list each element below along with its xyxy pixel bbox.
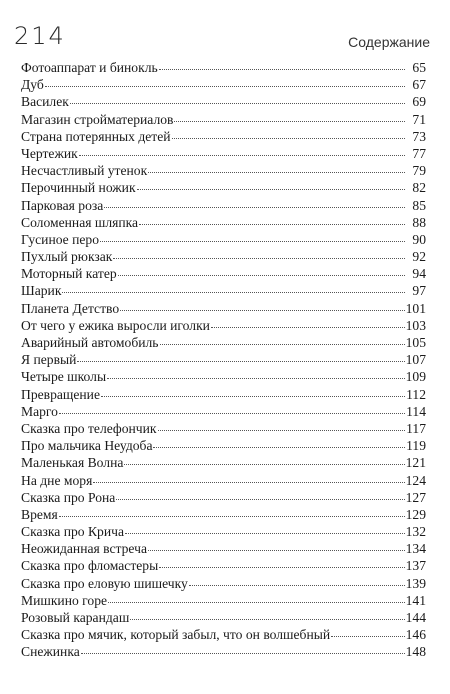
toc-entry-page: 105 <box>405 335 426 350</box>
toc-entry-title: Время <box>21 506 58 522</box>
toc-entry-page: 146 <box>405 627 426 643</box>
toc-entry-title: Сказка про еловую шишечку <box>21 575 188 591</box>
toc-entry-page: 82 <box>412 180 426 196</box>
toc-entry-title: Сказка про мячик, который забыл, что он волшебный <box>21 627 331 643</box>
toc-entry-page: 137 <box>405 558 426 574</box>
toc-entry-title: От чего у ежика выросли иголки <box>21 317 210 333</box>
dot-leader <box>148 550 405 551</box>
page-header <box>0 0 450 60</box>
toc-entry <box>21 575 426 592</box>
toc-entry-page: 121 <box>405 455 426 471</box>
dot-leader <box>59 413 405 414</box>
dot-leader <box>189 585 405 586</box>
toc-entry-page: 77 <box>412 145 426 161</box>
toc-entry <box>21 643 426 660</box>
dot-leader <box>153 447 405 448</box>
toc-entry <box>21 128 426 145</box>
toc-entry-title: Розовый карандаш <box>21 610 130 625</box>
dot-leader <box>70 103 405 104</box>
toc-entry-title: Сказка про телефончик <box>21 420 157 436</box>
dot-leader <box>331 636 404 637</box>
dot-leader <box>125 533 405 534</box>
toc-entry <box>21 454 426 471</box>
toc-entry <box>21 334 426 351</box>
toc-entry <box>21 111 426 128</box>
toc-entry-page: 144 <box>405 610 426 625</box>
dot-leader <box>148 172 405 173</box>
toc-entry-title: Шарик <box>21 283 62 299</box>
toc-entry-page: 97 <box>412 283 426 299</box>
toc-entry-page: 112 <box>406 386 426 402</box>
dot-leader <box>211 327 405 328</box>
toc-entry <box>21 300 426 317</box>
toc-entry-title: Парковая роза <box>21 197 104 213</box>
toc-entry-title: Превращение <box>21 386 100 402</box>
dot-leader <box>59 516 405 517</box>
toc-entry-page: 107 <box>405 352 426 368</box>
toc-entry <box>21 609 426 626</box>
toc-entry <box>21 59 426 76</box>
toc-entry <box>21 282 426 299</box>
dot-leader <box>124 464 404 465</box>
toc-entry-page: 134 <box>405 541 426 557</box>
dot-leader <box>79 155 405 156</box>
toc-entry <box>21 626 426 643</box>
toc-entry-page: 67 <box>412 77 426 93</box>
dot-leader <box>62 292 405 293</box>
dot-leader <box>81 653 405 654</box>
dot-leader <box>77 361 404 362</box>
dot-leader <box>137 189 405 190</box>
dot-leader <box>120 310 404 311</box>
toc-entry-title: Про мальчика Неудоба <box>21 438 153 454</box>
toc-entry-title: Я первый <box>21 352 77 368</box>
toc-entry-title: Фотоаппарат и бинокль <box>21 60 158 75</box>
toc-entry-page: 117 <box>406 420 426 436</box>
toc-entry-title: Дуб <box>21 77 44 93</box>
page-number: 214 <box>14 22 66 50</box>
dot-leader <box>158 430 405 431</box>
toc-entry-page: 148 <box>405 644 426 660</box>
toc-entry-title: Четыре школы <box>21 369 107 385</box>
toc-entry-title: Снежинка <box>21 644 80 660</box>
toc-entry-page: 109 <box>405 369 426 385</box>
toc-entry <box>21 592 426 609</box>
toc-entry-page: 103 <box>405 317 426 333</box>
toc-entry-page: 92 <box>412 249 426 265</box>
dot-leader <box>159 567 404 568</box>
toc-entry-title: Соломенная шляпка <box>21 214 139 230</box>
toc-entry-title: Перочинный ножик <box>21 180 136 196</box>
dot-leader <box>172 138 405 139</box>
toc-entry-page: 114 <box>406 403 426 419</box>
toc-entry <box>21 437 426 454</box>
toc-entry-title: Неожиданная встреча <box>21 541 148 557</box>
toc-entry <box>21 162 426 179</box>
dot-leader <box>116 499 404 500</box>
toc-entry-page: 71 <box>412 111 426 127</box>
toc-entry <box>21 231 426 248</box>
toc-entry <box>21 420 426 437</box>
toc-entry-page: 65 <box>412 60 426 75</box>
toc-entry-title: На дне моря <box>21 472 93 488</box>
toc-entry <box>21 489 426 506</box>
toc-entry-title: Сказка про фломастеры <box>21 558 159 574</box>
toc-entry-page: 73 <box>412 128 426 144</box>
dot-leader <box>113 258 405 259</box>
toc-entry <box>21 540 426 557</box>
toc-entry-title: Гусиное перо <box>21 231 100 247</box>
toc-entry-title: Чертежик <box>21 145 78 161</box>
toc-entry-page: 119 <box>406 438 426 454</box>
toc-entry-title: Моторный катер <box>21 266 117 282</box>
dot-leader <box>100 241 405 242</box>
dot-leader <box>174 121 405 122</box>
toc-entry <box>21 93 426 110</box>
dot-leader <box>160 344 405 345</box>
toc-entry <box>21 145 426 162</box>
toc-entry-title: Магазин стройматериалов <box>21 111 174 127</box>
toc-entry-title: Василек <box>21 94 69 110</box>
toc-entry <box>21 386 426 403</box>
toc-entry-page: 88 <box>412 214 426 230</box>
toc-entry-title: Пухлый рюкзак <box>21 249 113 265</box>
toc-entry <box>21 76 426 93</box>
toc-entry-page: 129 <box>405 506 426 522</box>
dot-leader <box>93 482 404 483</box>
dot-leader <box>101 396 405 397</box>
toc-entry-title: Страна потерянных детей <box>21 128 171 144</box>
dot-leader <box>104 207 405 208</box>
toc-entry <box>21 368 426 385</box>
toc-entry-page: 124 <box>405 472 426 488</box>
toc-entry <box>21 265 426 282</box>
toc-entry <box>21 317 426 334</box>
dot-leader <box>118 275 405 276</box>
toc-entry-page: 101 <box>405 300 426 316</box>
toc-entry-page: 79 <box>412 163 426 179</box>
toc-entry-page: 85 <box>412 197 426 213</box>
toc-entry-title: Планета Детство <box>21 300 120 316</box>
toc-entry-page: 90 <box>412 231 426 247</box>
toc-entry-page: 69 <box>412 94 426 110</box>
toc-entry <box>21 248 426 265</box>
toc-entry-title: Аварийный автомобиль <box>21 335 159 350</box>
dot-leader <box>108 602 405 603</box>
toc-entry-page: 94 <box>412 266 426 282</box>
toc-entry-title: Сказка про Крича <box>21 524 124 540</box>
dot-leader <box>45 86 405 87</box>
toc-entry-title: Мишкино горе <box>21 592 108 608</box>
table-of-contents <box>21 59 426 661</box>
toc-entry-title: Несчастливый утенок <box>21 163 148 179</box>
dot-leader <box>139 224 405 225</box>
dot-leader <box>130 619 404 620</box>
toc-entry <box>21 523 426 540</box>
dot-leader <box>107 378 405 379</box>
toc-entry <box>21 472 426 489</box>
toc-entry <box>21 557 426 574</box>
toc-entry-title: Марго <box>21 403 58 419</box>
toc-entry-title: Маленькая Волна <box>21 455 124 471</box>
toc-entry-page: 132 <box>405 524 426 540</box>
toc-entry <box>21 197 426 214</box>
toc-entry-page: 139 <box>405 575 426 591</box>
toc-entry <box>21 179 426 196</box>
toc-entry <box>21 351 426 368</box>
dot-leader <box>159 69 405 70</box>
toc-entry <box>21 506 426 523</box>
toc-entry-page: 141 <box>405 592 426 608</box>
running-head: Содержание <box>348 34 430 50</box>
toc-entry-page: 127 <box>405 489 426 505</box>
toc-entry-title: Сказка про Рона <box>21 489 116 505</box>
toc-entry <box>21 214 426 231</box>
toc-entry <box>21 403 426 420</box>
